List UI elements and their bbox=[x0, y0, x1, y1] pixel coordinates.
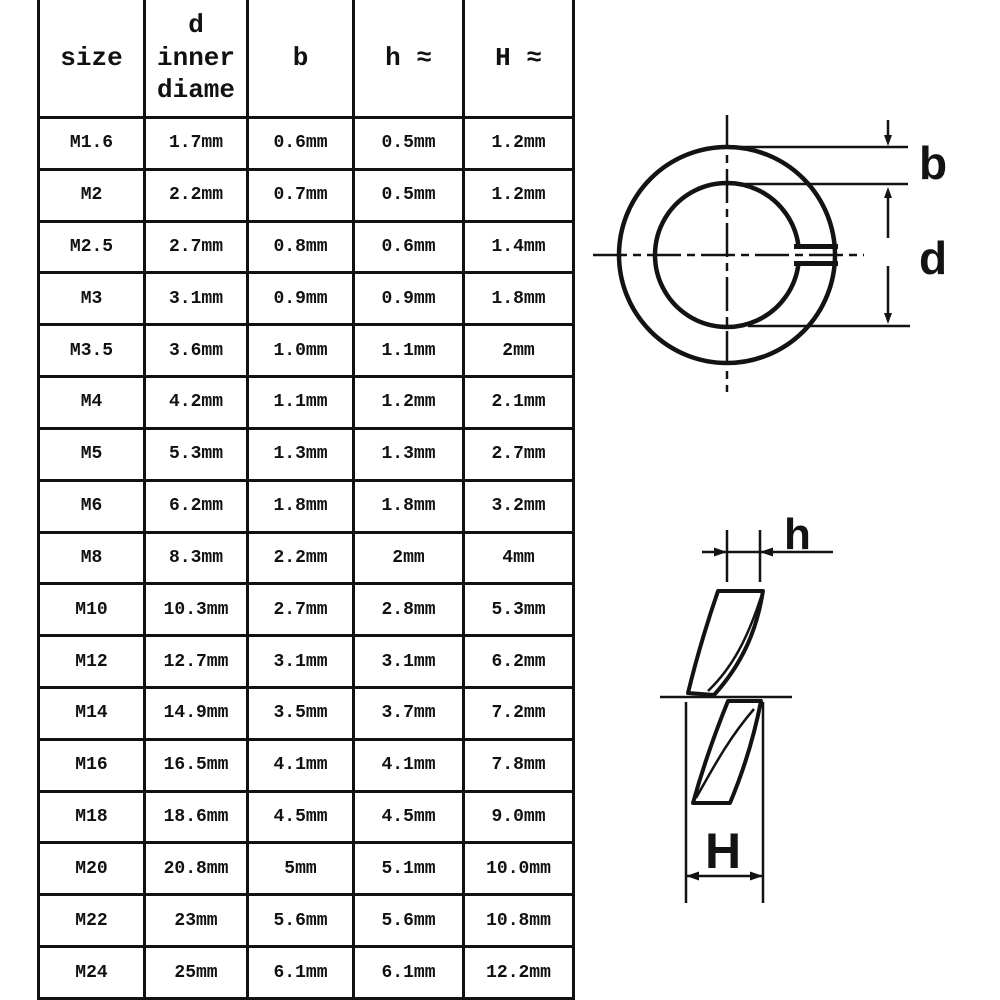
washer-top-view bbox=[593, 115, 947, 392]
value-cell: 1.3mm bbox=[354, 428, 464, 480]
value-cell: 4.1mm bbox=[354, 739, 464, 791]
h-arrow-left bbox=[714, 548, 727, 557]
value-cell: 0.6mm bbox=[354, 221, 464, 273]
size-cell: M22 bbox=[39, 895, 145, 947]
value-cell: 3.6mm bbox=[145, 325, 248, 377]
value-cell: 0.8mm bbox=[248, 221, 354, 273]
value-cell: 5.6mm bbox=[248, 895, 354, 947]
value-cell: 4mm bbox=[464, 532, 574, 584]
value-cell: 0.7mm bbox=[248, 169, 354, 221]
value-cell: 0.9mm bbox=[354, 273, 464, 325]
header-b: b bbox=[248, 0, 354, 118]
value-cell: 3.2mm bbox=[464, 480, 574, 532]
value-cell: 1.1mm bbox=[354, 325, 464, 377]
value-cell: 4.2mm bbox=[145, 377, 248, 429]
value-cell: 5.3mm bbox=[145, 428, 248, 480]
size-cell: M20 bbox=[39, 843, 145, 895]
value-cell: 2.1mm bbox=[464, 377, 574, 429]
value-cell: 2.8mm bbox=[354, 584, 464, 636]
value-cell: 3.1mm bbox=[248, 636, 354, 688]
size-cell: M14 bbox=[39, 687, 145, 739]
value-cell: 9.0mm bbox=[464, 791, 574, 843]
header-inner-diameter-line1: d bbox=[188, 10, 204, 41]
value-cell: 1.0mm bbox=[248, 325, 354, 377]
size-cell: M4 bbox=[39, 377, 145, 429]
value-cell: 10.8mm bbox=[464, 895, 574, 947]
value-cell: 6.2mm bbox=[464, 636, 574, 688]
value-cell: 1.8mm bbox=[464, 273, 574, 325]
value-cell: 4.5mm bbox=[248, 791, 354, 843]
value-cell: 5.3mm bbox=[464, 584, 574, 636]
value-cell: 7.8mm bbox=[464, 739, 574, 791]
value-cell: 0.5mm bbox=[354, 169, 464, 221]
value-cell: 2.7mm bbox=[145, 221, 248, 273]
value-cell: 2.7mm bbox=[248, 584, 354, 636]
value-cell: 6.1mm bbox=[354, 947, 464, 999]
value-cell: 12.2mm bbox=[464, 947, 574, 999]
value-cell: 1.2mm bbox=[464, 118, 574, 170]
value-cell: 12.7mm bbox=[145, 636, 248, 688]
value-cell: 2mm bbox=[354, 532, 464, 584]
value-cell: 1.3mm bbox=[248, 428, 354, 480]
value-cell: 3.5mm bbox=[248, 687, 354, 739]
value-cell: 10.3mm bbox=[145, 584, 248, 636]
upper-blade bbox=[688, 591, 763, 695]
value-cell: 20.8mm bbox=[145, 843, 248, 895]
value-cell: 25mm bbox=[145, 947, 248, 999]
value-cell: 5.6mm bbox=[354, 895, 464, 947]
washer-side-view bbox=[660, 510, 833, 903]
size-cell: M10 bbox=[39, 584, 145, 636]
value-cell: 6.2mm bbox=[145, 480, 248, 532]
value-cell: 5mm bbox=[248, 843, 354, 895]
value-cell: 1.2mm bbox=[464, 169, 574, 221]
value-cell: 2.2mm bbox=[248, 532, 354, 584]
h-arrow-right bbox=[760, 548, 773, 557]
d-arrow-down bbox=[884, 313, 892, 324]
dimension-label-b: b bbox=[919, 137, 948, 189]
value-cell: 1.1mm bbox=[248, 377, 354, 429]
value-cell: 0.9mm bbox=[248, 273, 354, 325]
size-cell: M3 bbox=[39, 273, 145, 325]
size-cell: M6 bbox=[39, 480, 145, 532]
header-inner-diameter-line2: inner bbox=[156, 42, 235, 73]
value-cell: 0.6mm bbox=[248, 118, 354, 170]
b-arrow-down bbox=[884, 135, 892, 146]
size-cell: M3.5 bbox=[39, 325, 145, 377]
value-cell: 1.7mm bbox=[145, 118, 248, 170]
value-cell: 6.1mm bbox=[248, 947, 354, 999]
value-cell: 14.9mm bbox=[145, 687, 248, 739]
value-cell: 4.1mm bbox=[248, 739, 354, 791]
dimension-label-H: H bbox=[705, 823, 742, 879]
size-cell: M2.5 bbox=[39, 221, 145, 273]
header-inner-diameter-line3: diame bbox=[156, 75, 235, 106]
value-cell: 10.0mm bbox=[464, 843, 574, 895]
H-arrow-right bbox=[750, 872, 763, 881]
value-cell: 3.7mm bbox=[354, 687, 464, 739]
value-cell: 1.4mm bbox=[464, 221, 574, 273]
header-size: size bbox=[39, 0, 145, 118]
size-cell: M24 bbox=[39, 947, 145, 999]
value-cell: 1.8mm bbox=[248, 480, 354, 532]
size-cell: M5 bbox=[39, 428, 145, 480]
size-cell: M16 bbox=[39, 739, 145, 791]
value-cell: 2mm bbox=[464, 325, 574, 377]
value-cell: 16.5mm bbox=[145, 739, 248, 791]
header-H: H ≈ bbox=[464, 0, 574, 118]
value-cell: 0.5mm bbox=[354, 118, 464, 170]
size-cell: M18 bbox=[39, 791, 145, 843]
value-cell: 3.1mm bbox=[354, 636, 464, 688]
value-cell: 2.2mm bbox=[145, 169, 248, 221]
value-cell: 23mm bbox=[145, 895, 248, 947]
size-cell: M12 bbox=[39, 636, 145, 688]
size-cell: M8 bbox=[39, 532, 145, 584]
value-cell: 1.8mm bbox=[354, 480, 464, 532]
size-cell: M1.6 bbox=[39, 118, 145, 170]
value-cell: 7.2mm bbox=[464, 687, 574, 739]
value-cell: 3.1mm bbox=[145, 273, 248, 325]
dimension-label-h: h bbox=[784, 510, 811, 559]
value-cell: 2.7mm bbox=[464, 428, 574, 480]
value-cell: 8.3mm bbox=[145, 532, 248, 584]
dimension-label-d: d bbox=[919, 232, 948, 284]
value-cell: 4.5mm bbox=[354, 791, 464, 843]
value-cell: 5.1mm bbox=[354, 843, 464, 895]
value-cell: 1.2mm bbox=[354, 377, 464, 429]
H-arrow-left bbox=[686, 872, 699, 881]
size-cell: M2 bbox=[39, 169, 145, 221]
header-h: h ≈ bbox=[354, 0, 464, 118]
value-cell: 18.6mm bbox=[145, 791, 248, 843]
